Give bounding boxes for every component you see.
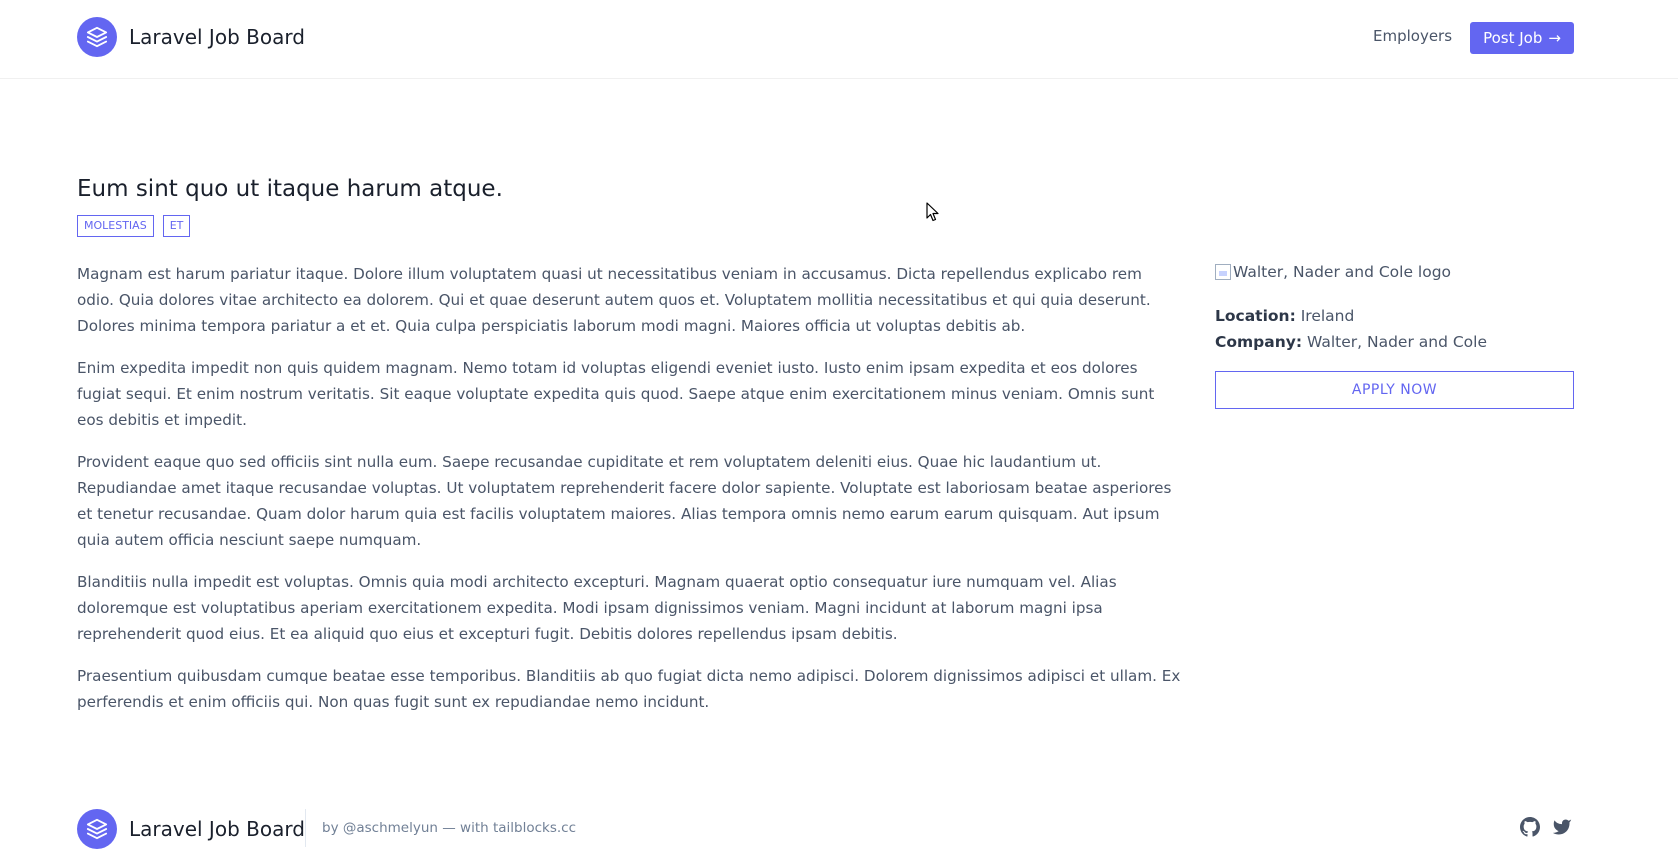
description-paragraph: Magnam est harum pariatur itaque. Dolore illum voluptatem quasi ut necessitatibus veniam in accusamus. Dicta repellendus explicabo rem odio. Quia dolores vitae architecto ea dolorem. Qui et quae deserunt autem quos et. Voluptatem mollitia necessitatibus et qui quia deserunt. Dolores minima tempora pariatur a et et. Quia culpa perspiciatis laborum modi magni. Maiores officia ut voluptas debitis ab. bbox=[77, 265, 1151, 335]
broken-image-icon bbox=[1215, 264, 1231, 280]
apply-now-button[interactable]: APPLY NOW bbox=[1215, 371, 1574, 409]
footer-divider bbox=[305, 809, 306, 847]
company-label: Company: bbox=[1215, 333, 1303, 351]
post-job-button[interactable] bbox=[1470, 22, 1574, 54]
description-paragraph: Praesentium quibusdam cumque beatae esse temporibus. Blanditiis ab quo fugiat dicta nemo adipisci. Dolorem dignissimos adipisci et ullam. Ex perferendis et enim officiis qui. Non quas fugit sunt ex repudiandae nemo incidunt. bbox=[77, 667, 1181, 711]
job-meta bbox=[1215, 303, 1574, 355]
description-paragraph: Blanditiis nulla impedit est voluptas. Omnis quia modi architecto excepturi. Magnam quaerat optio consequatur iure numquam vel. Alias doloremque est voluptatibus aperiam exercitationem expedita. Modi ipsam dignissimos veniam. Magni incidunt at laborum magni ipsa reprehenderit quod eius. Et ea aliquid quo eius et excepturi fugit. Debitis dolores repellendus ipsam debitis. bbox=[77, 573, 1117, 643]
company-logo bbox=[1215, 261, 1574, 283]
job-title: Eum sint quo ut itaque harum atque. bbox=[77, 176, 503, 202]
arrow-right-icon: → bbox=[1548, 29, 1561, 47]
layers-logo-icon bbox=[77, 809, 117, 849]
location-row bbox=[1215, 303, 1574, 329]
job-tags bbox=[77, 215, 190, 237]
footer-credit[interactable]: by @aschmelyun — with tailblocks.cc bbox=[322, 820, 577, 836]
job-sidebar bbox=[1215, 261, 1574, 409]
company-value: Walter, Nader and Cole bbox=[1307, 333, 1487, 351]
nav-employers-link[interactable]: Employers bbox=[1373, 27, 1453, 45]
github-icon[interactable] bbox=[1520, 817, 1540, 837]
description-paragraph: Provident eaque quo sed officiis sint nulla eum. Saepe recusandae cupiditate et rem voluptatem deleniti eius. Quae hic laudantium ut. Repudiandae amet itaque recusandae voluptas. Ut voluptatem reprehenderit facere dolor sapiente. Voluptate est laboriosam beatae asperiores et tenetur recusandae. Quam dolor harum quia est facilis voluptatem maiores. Alias tempora omnis nemo earum earum quisquam. Aut ipsum quia autem officia nesciunt saepe numquam. bbox=[77, 453, 1172, 549]
brand-link[interactable] bbox=[77, 17, 305, 57]
brand-name: Laravel Job Board bbox=[129, 25, 305, 49]
job-description bbox=[77, 261, 1182, 731]
site-header bbox=[0, 0, 1678, 79]
site-footer bbox=[0, 805, 1678, 853]
twitter-icon[interactable] bbox=[1552, 817, 1572, 837]
footer-brand-link[interactable] bbox=[77, 809, 305, 849]
location-value: Ireland bbox=[1300, 307, 1355, 325]
description-paragraph: Enim expedita impedit non quis quidem magnam. Nemo totam id voluptas eligendi eveniet iusto. Iusto enim ipsam expedita et eos dolores fugiat sequi. Et enim nostrum veritatis. Sit eaque voluptate expedita quis quod. Saepe atque enim exercitationem minus veniam. Omnis sunt eos debitis et impedit. bbox=[77, 359, 1155, 429]
layers-logo-icon bbox=[77, 17, 117, 57]
company-row bbox=[1215, 329, 1574, 355]
mouse-cursor-icon bbox=[926, 202, 940, 222]
social-links bbox=[1520, 817, 1572, 837]
tag-badge[interactable]: MOLESTIAS bbox=[77, 215, 154, 237]
tag-badge[interactable]: ET bbox=[163, 215, 191, 237]
post-job-label: Post Job bbox=[1483, 29, 1543, 47]
footer-brand-name: Laravel Job Board bbox=[129, 817, 305, 841]
company-logo-alt: Walter, Nader and Cole logo bbox=[1233, 263, 1452, 281]
location-label: Location: bbox=[1215, 307, 1296, 325]
